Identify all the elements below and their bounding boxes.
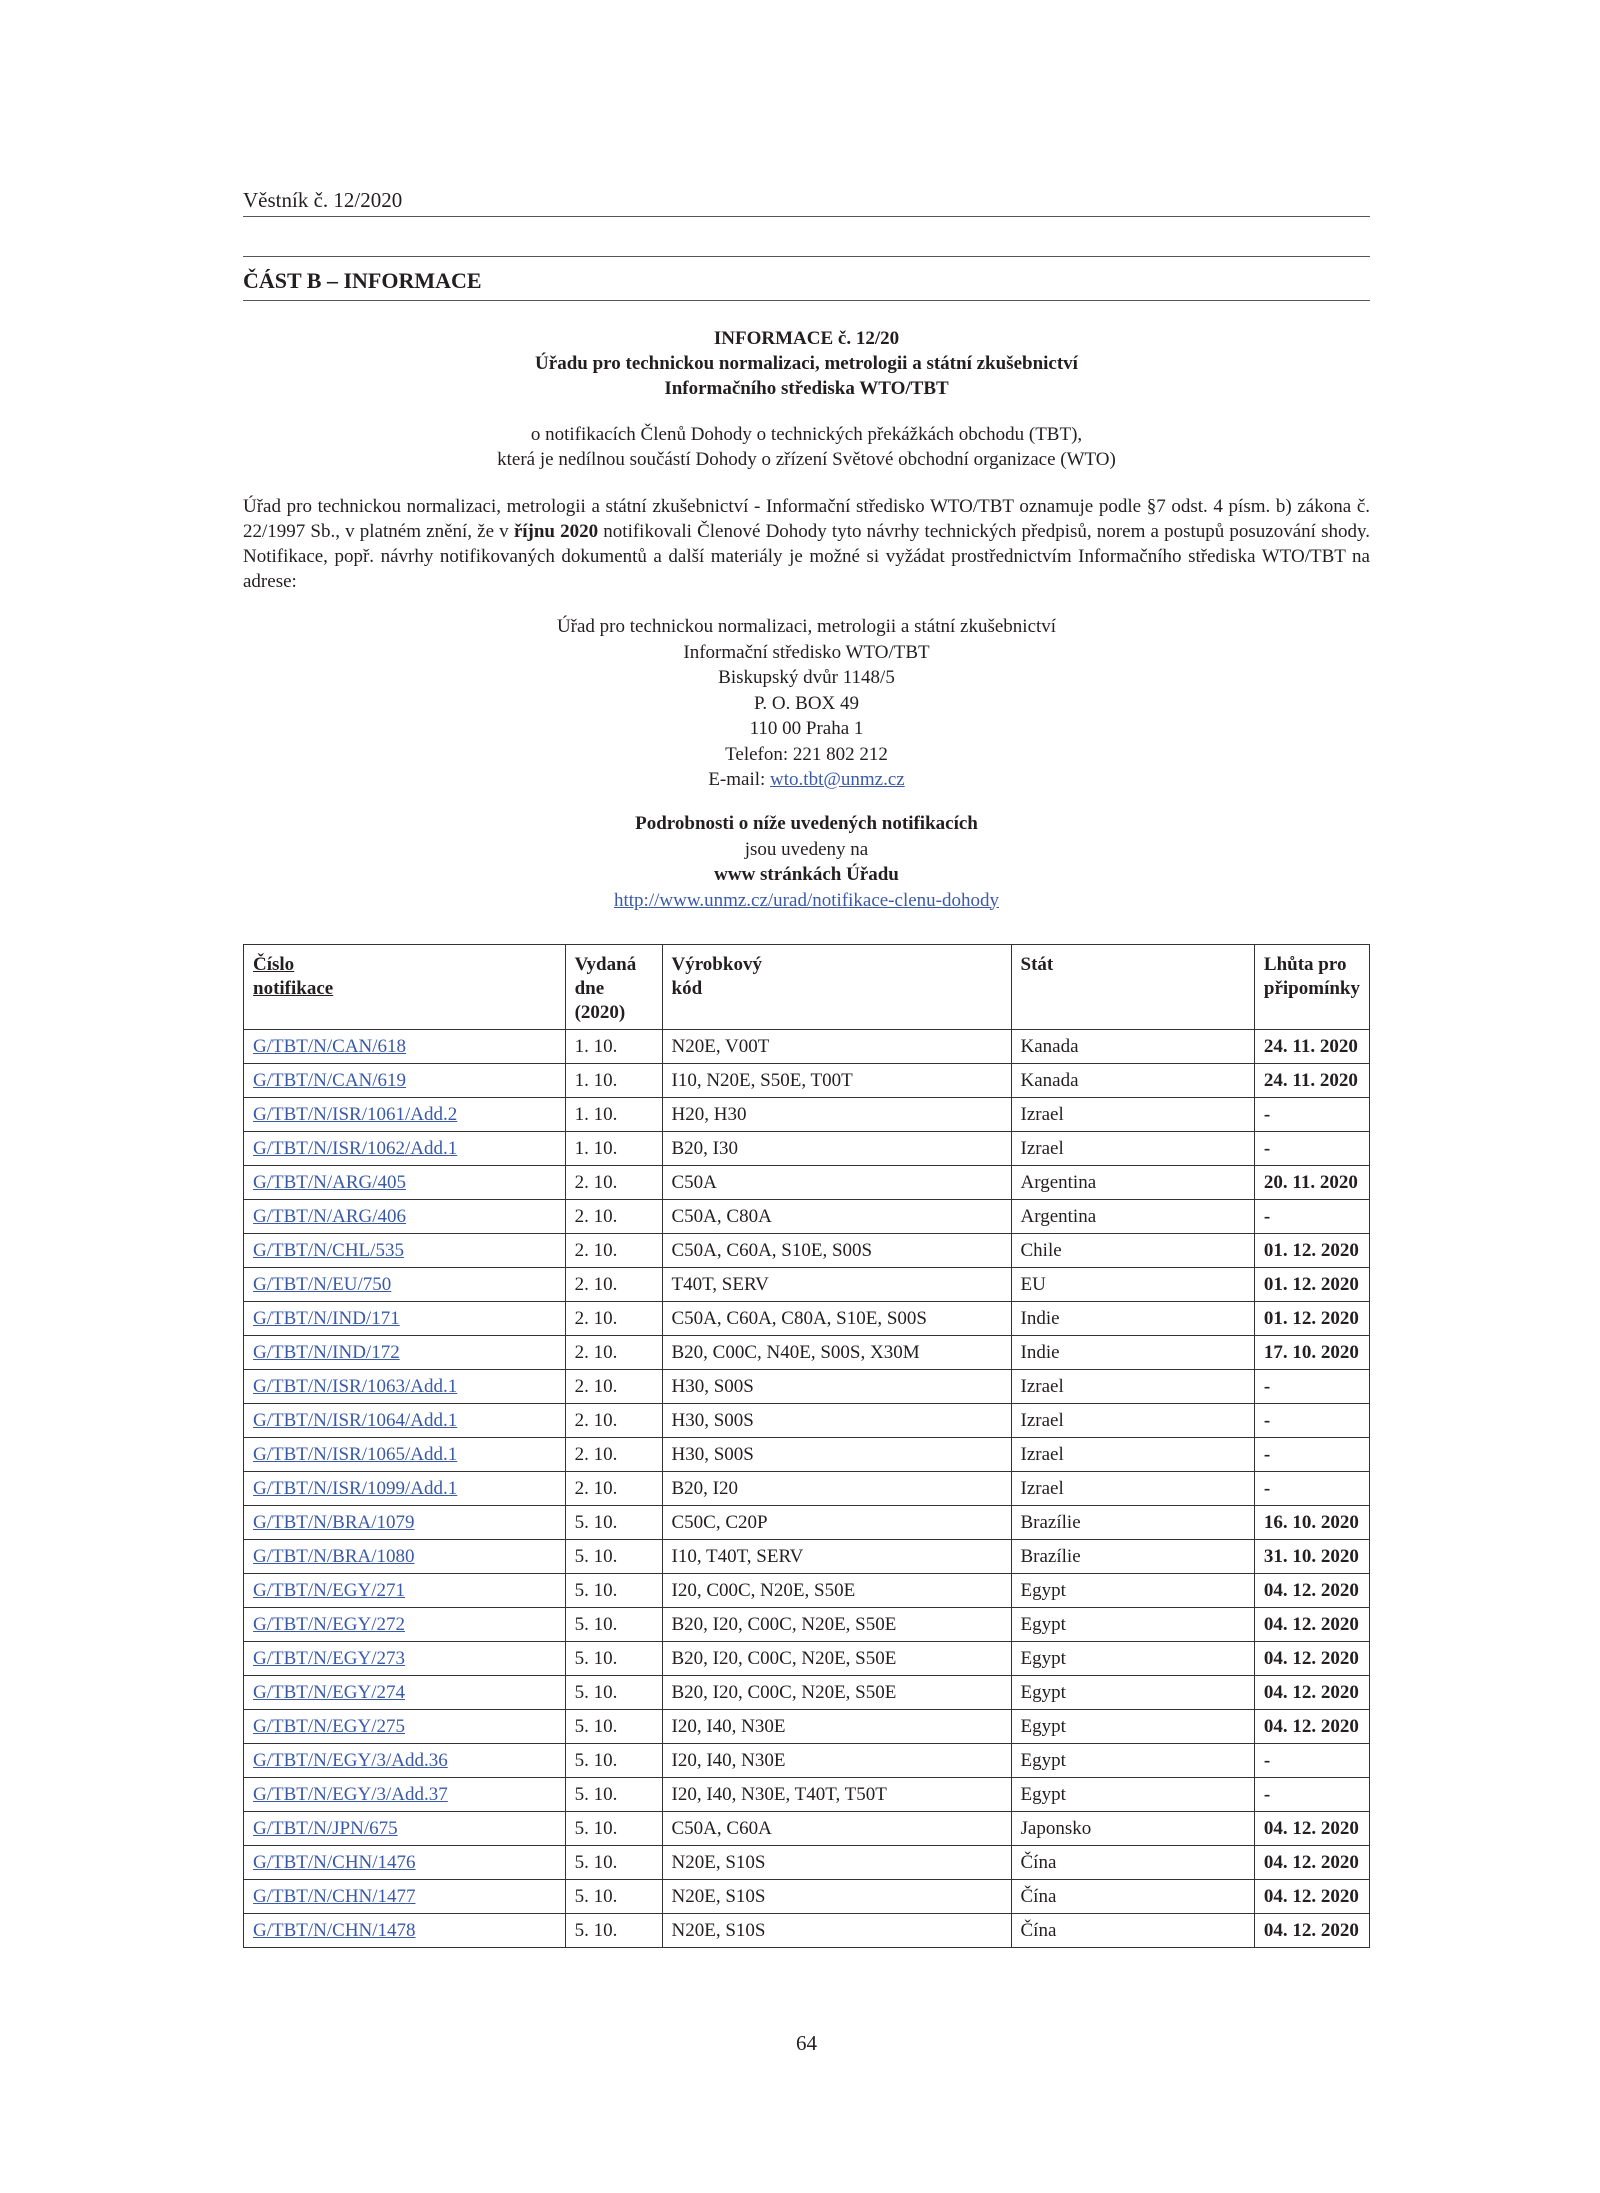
deadline-cell: 04. 12. 2020 xyxy=(1254,1914,1369,1948)
notification-id-cell xyxy=(244,1472,566,1506)
notification-id-cell xyxy=(244,1234,566,1268)
notification-id-cell xyxy=(244,1268,566,1302)
table-header-row xyxy=(244,945,1370,1030)
notification-id-cell xyxy=(244,1438,566,1472)
address-line: Telefon: 221 802 212 xyxy=(725,743,888,765)
notification-id-cell xyxy=(244,1812,566,1846)
country-cell: Čína xyxy=(1011,1846,1254,1880)
notification-id-link[interactable]: G/TBT/N/ISR/1099/Add.1 xyxy=(253,1478,458,1499)
deadline-cell: 04. 12. 2020 xyxy=(1254,1642,1369,1676)
table-row xyxy=(244,1336,1370,1370)
issued-date-cell: 5. 10. xyxy=(565,1812,662,1846)
country-cell: Egypt xyxy=(1011,1744,1254,1778)
deadline-cell: - xyxy=(1254,1370,1369,1404)
country-cell: Čína xyxy=(1011,1914,1254,1948)
deadline-cell: 04. 12. 2020 xyxy=(1254,1812,1369,1846)
deadline-cell: 16. 10. 2020 xyxy=(1254,1506,1369,1540)
notification-id-link[interactable]: G/TBT/N/IND/172 xyxy=(253,1342,400,1363)
notification-id-cell xyxy=(244,1914,566,1948)
details-block xyxy=(243,811,1370,913)
issued-date-cell: 1. 10. xyxy=(565,1064,662,1098)
product-code-cell: C50A, C60A, C80A, S10E, S00S xyxy=(662,1302,1011,1336)
header-cislo-notifikace xyxy=(244,945,566,1030)
notification-id-link[interactable]: G/TBT/N/EGY/3/Add.36 xyxy=(253,1750,448,1771)
address-line: Informační středisko WTO/TBT xyxy=(683,641,930,663)
country-cell: Egypt xyxy=(1011,1676,1254,1710)
notification-id-link[interactable]: G/TBT/N/ARG/406 xyxy=(253,1206,407,1227)
email-link[interactable]: wto.tbt@unmz.cz xyxy=(770,769,905,790)
deadline-cell: 04. 12. 2020 xyxy=(1254,1574,1369,1608)
product-code-cell: I20, I40, N30E xyxy=(662,1710,1011,1744)
running-header: Věstník č. 12/2020 xyxy=(243,188,1370,217)
notification-id-cell xyxy=(244,1744,566,1778)
notification-id-link[interactable]: G/TBT/N/CHN/1478 xyxy=(253,1920,416,1941)
country-cell: Izrael xyxy=(1011,1404,1254,1438)
country-cell: Brazílie xyxy=(1011,1540,1254,1574)
issued-date-cell: 5. 10. xyxy=(565,1608,662,1642)
country-cell: Čína xyxy=(1011,1880,1254,1914)
issued-date-cell: 2. 10. xyxy=(565,1166,662,1200)
issued-date-cell: 2. 10. xyxy=(565,1268,662,1302)
issued-date-cell: 1. 10. xyxy=(565,1030,662,1064)
deadline-cell: - xyxy=(1254,1404,1369,1438)
product-code-cell: H20, H30 xyxy=(662,1098,1011,1132)
notification-id-cell xyxy=(244,1404,566,1438)
table-row xyxy=(244,1710,1370,1744)
table-row xyxy=(244,1438,1370,1472)
notification-id-cell xyxy=(244,1302,566,1336)
details-url-line xyxy=(243,888,1370,914)
product-code-cell: I20, C00C, N20E, S50E xyxy=(662,1574,1011,1608)
issued-date-cell: 5. 10. xyxy=(565,1540,662,1574)
product-code-cell: I20, I40, N30E xyxy=(662,1744,1011,1778)
table-row xyxy=(244,1404,1370,1438)
header-text: Lhůta pro xyxy=(1263,954,1347,975)
table-row xyxy=(244,1608,1370,1642)
table-row xyxy=(244,1744,1370,1778)
table-body xyxy=(244,1030,1370,1948)
issued-date-cell: 5. 10. xyxy=(565,1880,662,1914)
deadline-cell: 01. 12. 2020 xyxy=(1254,1302,1369,1336)
product-code-cell: C50A, C80A xyxy=(662,1200,1011,1234)
notification-id-cell xyxy=(244,1336,566,1370)
issued-date-cell: 5. 10. xyxy=(565,1778,662,1812)
notification-id-cell xyxy=(244,1030,566,1064)
notification-id-link[interactable]: G/TBT/N/EGY/275 xyxy=(253,1716,405,1737)
product-code-cell: B20, I20 xyxy=(662,1472,1011,1506)
country-cell: Indie xyxy=(1011,1336,1254,1370)
notification-id-cell xyxy=(244,1710,566,1744)
table-row xyxy=(244,1778,1370,1812)
deadline-cell: - xyxy=(1254,1132,1369,1166)
issued-date-cell: 2. 10. xyxy=(565,1200,662,1234)
table-row xyxy=(244,1030,1370,1064)
notification-id-link[interactable]: G/TBT/N/BRA/1080 xyxy=(253,1546,415,1567)
country-cell: Egypt xyxy=(1011,1608,1254,1642)
country-cell: Chile xyxy=(1011,1234,1254,1268)
section-title: ČÁST B – INFORMACE xyxy=(243,256,1370,301)
product-code-cell: B20, I20, C00C, N20E, S50E xyxy=(662,1608,1011,1642)
issued-date-cell: 2. 10. xyxy=(565,1438,662,1472)
country-cell: Egypt xyxy=(1011,1778,1254,1812)
table-row xyxy=(244,1642,1370,1676)
notification-id-link[interactable]: G/TBT/N/EGY/273 xyxy=(253,1648,405,1669)
deadline-cell: - xyxy=(1254,1200,1369,1234)
product-code-cell: B20, I20, C00C, N20E, S50E xyxy=(662,1676,1011,1710)
info-heading-line: Informačního střediska WTO/TBT xyxy=(664,378,949,399)
issued-date-cell: 5. 10. xyxy=(565,1676,662,1710)
country-cell: Argentina xyxy=(1011,1166,1254,1200)
product-code-cell: I20, I40, N30E, T40T, T50T xyxy=(662,1778,1011,1812)
country-cell: Kanada xyxy=(1011,1030,1254,1064)
issued-date-cell: 5. 10. xyxy=(565,1710,662,1744)
intro-paragraph xyxy=(243,494,1370,594)
issued-date-cell: 5. 10. xyxy=(565,1642,662,1676)
country-cell: Brazílie xyxy=(1011,1506,1254,1540)
header-text: Vydaná xyxy=(574,954,637,975)
deadline-cell: 04. 12. 2020 xyxy=(1254,1710,1369,1744)
notification-id-link[interactable]: G/TBT/N/CAN/618 xyxy=(253,1036,407,1057)
subheading-line: o notifikacích Členů Dohody o technických překážkách obchodu (TBT), xyxy=(530,424,1083,445)
deadline-cell: 04. 12. 2020 xyxy=(1254,1608,1369,1642)
country-cell: Izrael xyxy=(1011,1370,1254,1404)
notification-id-cell xyxy=(244,1608,566,1642)
notification-id-cell xyxy=(244,1132,566,1166)
notification-id-link[interactable]: G/TBT/N/EGY/3/Add.37 xyxy=(253,1784,448,1805)
country-cell: Izrael xyxy=(1011,1098,1254,1132)
info-heading-line: INFORMACE č. 12/20 xyxy=(713,328,900,349)
header-text: dne xyxy=(574,978,605,999)
intro-bold-month: říjnu 2020 xyxy=(513,521,599,542)
notification-id-link[interactable]: G/TBT/N/IND/171 xyxy=(253,1308,400,1329)
details-line: Podrobnosti o níže uvedených notifikacích xyxy=(635,813,978,834)
issued-date-cell: 2. 10. xyxy=(565,1404,662,1438)
deadline-cell: 04. 12. 2020 xyxy=(1254,1676,1369,1710)
notification-id-link[interactable]: G/TBT/N/BRA/1079 xyxy=(253,1512,415,1533)
header-text: notifikace xyxy=(253,978,334,999)
address-line: Biskupský dvůr 1148/5 xyxy=(718,667,895,688)
table-row xyxy=(244,1880,1370,1914)
product-code-cell: C50A, C60A xyxy=(662,1812,1011,1846)
notification-id-cell xyxy=(244,1846,566,1880)
table-row xyxy=(244,1234,1370,1268)
notification-id-link[interactable]: G/TBT/N/ISR/1061/Add.2 xyxy=(253,1104,458,1125)
notifications-table xyxy=(243,944,1370,1948)
deadline-cell: - xyxy=(1254,1778,1369,1812)
address-line: P. O. BOX 49 xyxy=(753,692,860,714)
product-code-cell: C50C, C20P xyxy=(662,1506,1011,1540)
issued-date-cell: 5. 10. xyxy=(565,1914,662,1948)
notification-id-cell xyxy=(244,1642,566,1676)
deadline-cell: 01. 12. 2020 xyxy=(1254,1268,1369,1302)
issued-date-cell: 2. 10. xyxy=(565,1302,662,1336)
table-row xyxy=(244,1098,1370,1132)
info-heading xyxy=(243,326,1370,401)
product-code-cell: C50A xyxy=(662,1166,1011,1200)
notification-id-link[interactable]: G/TBT/N/CHN/1476 xyxy=(253,1852,416,1873)
table-row xyxy=(244,1302,1370,1336)
deadline-cell: 20. 11. 2020 xyxy=(1254,1166,1369,1200)
header-text: kód xyxy=(671,978,703,999)
country-cell: Egypt xyxy=(1011,1642,1254,1676)
issued-date-cell: 2. 10. xyxy=(565,1370,662,1404)
country-cell: Japonsko xyxy=(1011,1812,1254,1846)
table-row xyxy=(244,1540,1370,1574)
info-heading-line: Úřadu pro technickou normalizaci, metrologii a státní zkušebnictví xyxy=(535,353,1078,374)
table-row xyxy=(244,1132,1370,1166)
table-row xyxy=(244,1268,1370,1302)
country-cell: Argentina xyxy=(1011,1200,1254,1234)
notification-id-link[interactable]: G/TBT/N/ISR/1063/Add.1 xyxy=(253,1376,458,1397)
notification-id-cell xyxy=(244,1166,566,1200)
notification-id-link[interactable]: G/TBT/N/ISR/1064/Add.1 xyxy=(253,1410,458,1431)
notification-id-link[interactable]: G/TBT/N/EU/750 xyxy=(253,1274,392,1295)
product-code-cell: N20E, V00T xyxy=(662,1030,1011,1064)
details-line: jsou uvedeny na xyxy=(744,838,869,860)
issued-date-cell: 2. 10. xyxy=(565,1472,662,1506)
product-code-cell: H30, S00S xyxy=(662,1438,1011,1472)
page-number: 64 xyxy=(796,2031,817,2055)
details-url-link[interactable]: http://www.unmz.cz/urad/notifikace-clenu-dohody xyxy=(614,889,999,911)
table-row xyxy=(244,1166,1370,1200)
header-text: Stát xyxy=(1020,954,1054,975)
country-cell: Indie xyxy=(1011,1302,1254,1336)
deadline-cell: 24. 11. 2020 xyxy=(1254,1064,1369,1098)
notification-id-link[interactable]: G/TBT/N/JPN/675 xyxy=(253,1818,398,1839)
issued-date-cell: 1. 10. xyxy=(565,1098,662,1132)
deadline-cell: 24. 11. 2020 xyxy=(1254,1030,1369,1064)
deadline-cell: - xyxy=(1254,1438,1369,1472)
product-code-cell: C50A, C60A, S10E, S00S xyxy=(662,1234,1011,1268)
notification-id-cell xyxy=(244,1370,566,1404)
product-code-cell: H30, S00S xyxy=(662,1370,1011,1404)
country-cell: Egypt xyxy=(1011,1574,1254,1608)
notification-id-cell xyxy=(244,1540,566,1574)
table-row xyxy=(244,1914,1370,1948)
deadline-cell: - xyxy=(1254,1098,1369,1132)
info-subheading xyxy=(243,422,1370,472)
issued-date-cell: 2. 10. xyxy=(565,1234,662,1268)
table-row xyxy=(244,1846,1370,1880)
deadline-cell: 04. 12. 2020 xyxy=(1254,1846,1369,1880)
issued-date-cell: 1. 10. xyxy=(565,1132,662,1166)
issued-date-cell: 5. 10. xyxy=(565,1506,662,1540)
notification-id-link[interactable]: G/TBT/N/ISR/1062/Add.1 xyxy=(253,1138,458,1159)
country-cell: EU xyxy=(1011,1268,1254,1302)
issued-date-cell: 5. 10. xyxy=(565,1744,662,1778)
header-text: připomínky xyxy=(1263,978,1360,999)
issued-date-cell: 5. 10. xyxy=(565,1574,662,1608)
deadline-cell: 17. 10. 2020 xyxy=(1254,1336,1369,1370)
country-cell: Izrael xyxy=(1011,1132,1254,1166)
issued-date-cell: 2. 10. xyxy=(565,1336,662,1370)
country-cell: Kanada xyxy=(1011,1064,1254,1098)
notification-id-link[interactable]: G/TBT/N/EGY/271 xyxy=(253,1580,405,1601)
notification-id-cell xyxy=(244,1880,566,1914)
product-code-cell: H30, S00S xyxy=(662,1404,1011,1438)
notification-id-cell xyxy=(244,1778,566,1812)
intro-text: Úřad pro technickou normalizaci, metrologii a státní zkušebnictví - Informační středisko WTO/TBT oznamuje podle §7 odst. 4 písm. b) zákona č. 22/1997 Sb., v platném znění, že v xyxy=(243,496,1370,542)
notification-id-link[interactable]: G/TBT/N/EGY/272 xyxy=(253,1614,405,1635)
deadline-cell: 01. 12. 2020 xyxy=(1254,1234,1369,1268)
product-code-cell: I10, T40T, SERV xyxy=(662,1540,1011,1574)
notification-id-cell xyxy=(244,1200,566,1234)
notification-id-cell xyxy=(244,1064,566,1098)
product-code-cell: B20, C00C, N40E, S00S, X30M xyxy=(662,1336,1011,1370)
product-code-cell: N20E, S10S xyxy=(662,1880,1011,1914)
subheading-line: která je nedílnou součástí Dohody o zřízení Světové obchodní organizace (WTO) xyxy=(497,449,1116,470)
product-code-cell: N20E, S10S xyxy=(662,1914,1011,1948)
deadline-cell: 04. 12. 2020 xyxy=(1254,1880,1369,1914)
header-stat xyxy=(1011,945,1254,1030)
product-code-cell: B20, I20, C00C, N20E, S50E xyxy=(662,1642,1011,1676)
header-text: (2020) xyxy=(574,1002,626,1023)
address-email-line xyxy=(243,767,1370,793)
email-label: E-mail: xyxy=(708,769,771,790)
issued-date-cell: 5. 10. xyxy=(565,1846,662,1880)
notification-id-link[interactable]: G/TBT/N/CAN/619 xyxy=(253,1070,407,1091)
table-row xyxy=(244,1472,1370,1506)
header-text: Číslo xyxy=(253,954,295,975)
address-line: 110 00 Praha 1 xyxy=(749,718,864,739)
product-code-cell: N20E, S10S xyxy=(662,1846,1011,1880)
table-row xyxy=(244,1064,1370,1098)
deadline-cell: - xyxy=(1254,1472,1369,1506)
product-code-cell: I10, N20E, S50E, T00T xyxy=(662,1064,1011,1098)
product-code-cell: B20, I30 xyxy=(662,1132,1011,1166)
country-cell: Izrael xyxy=(1011,1438,1254,1472)
notification-id-link[interactable]: G/TBT/N/CHL/535 xyxy=(253,1240,404,1261)
deadline-cell: 31. 10. 2020 xyxy=(1254,1540,1369,1574)
notification-id-link[interactable]: G/TBT/N/ARG/405 xyxy=(253,1172,407,1193)
table-row xyxy=(244,1370,1370,1404)
header-vyrobkovy-kod xyxy=(662,945,1011,1030)
deadline-cell: - xyxy=(1254,1744,1369,1778)
address-line: Úřad pro technickou normalizaci, metrologii a státní zkušebnictví xyxy=(556,616,1057,637)
notification-id-cell xyxy=(244,1676,566,1710)
header-text: Výrobkový xyxy=(671,954,762,975)
table-row xyxy=(244,1200,1370,1234)
table-row xyxy=(244,1506,1370,1540)
table-row xyxy=(244,1676,1370,1710)
table-row xyxy=(244,1574,1370,1608)
intro-text: notifikovali Členové Dohody tyto návrhy technických předpisů, norem a postupů posuzování shody. Notifikace, popř. návrhy notifikovaných dokumentů a další materiály je možné si vyžádat prostřednictvím Informačního střediska WTO/TBT na adrese: xyxy=(243,521,1370,592)
table-row xyxy=(244,1812,1370,1846)
product-code-cell: T40T, SERV xyxy=(662,1268,1011,1302)
header-vydana-dne xyxy=(565,945,662,1030)
country-cell: Izrael xyxy=(1011,1472,1254,1506)
notification-id-cell xyxy=(244,1506,566,1540)
notification-id-cell xyxy=(244,1098,566,1132)
country-cell: Egypt xyxy=(1011,1710,1254,1744)
notification-id-cell xyxy=(244,1574,566,1608)
header-lhuta xyxy=(1254,945,1369,1030)
address-block xyxy=(243,614,1370,793)
notification-id-link[interactable]: G/TBT/N/EGY/274 xyxy=(253,1682,405,1703)
notification-id-link[interactable]: G/TBT/N/ISR/1065/Add.1 xyxy=(253,1444,458,1465)
notification-id-link[interactable]: G/TBT/N/CHN/1477 xyxy=(253,1886,416,1907)
details-line: www stránkách Úřadu xyxy=(714,864,899,885)
